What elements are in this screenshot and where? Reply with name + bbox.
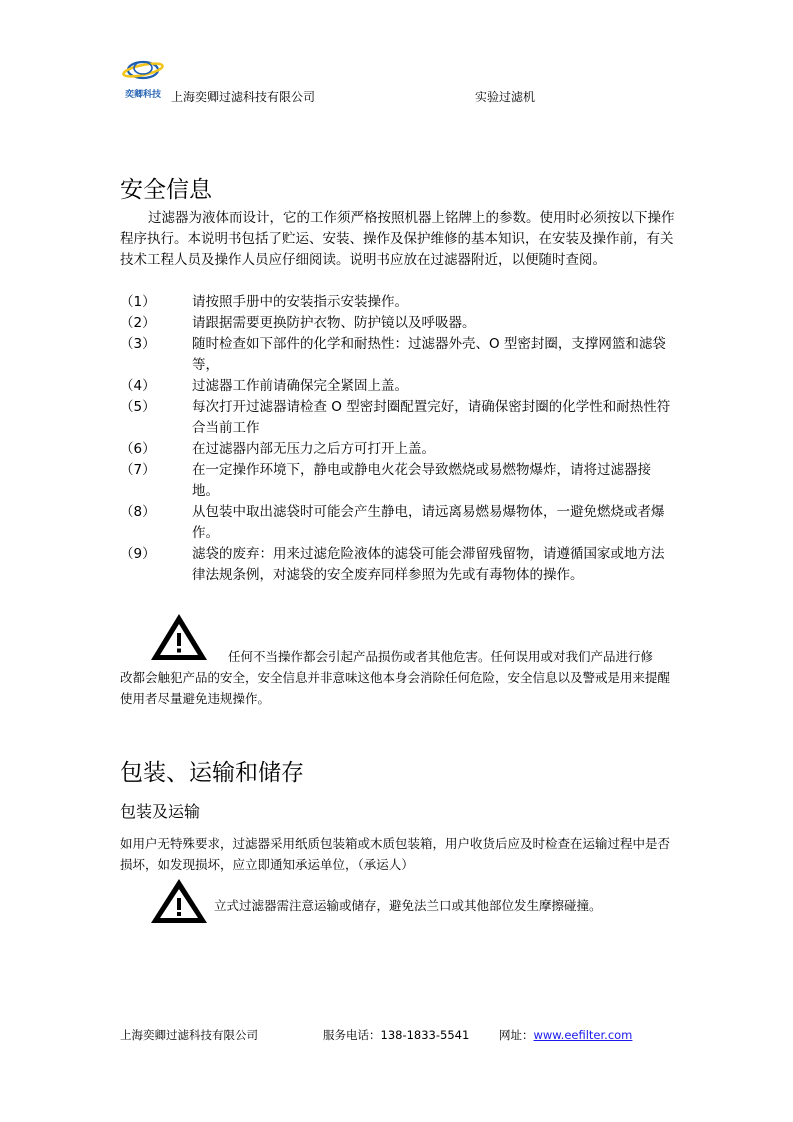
list-item xyxy=(120,502,675,544)
safety-title: 安全信息 xyxy=(120,177,212,203)
item-number: （8） xyxy=(120,504,156,520)
item-number: （3） xyxy=(120,336,156,352)
footer-web-label: 网址： xyxy=(499,1028,534,1042)
website-link[interactable]: www.eefilter.com xyxy=(533,1028,633,1042)
footer-company: 上海奕卿过滤科技有限公司 xyxy=(120,1028,258,1042)
footer-phone-number: 138-1833-5541 xyxy=(380,1028,470,1042)
warning-text-first: 任何不当操作都会引起产品损伤或者其他危害。任何误用或对我们产品进行修 xyxy=(228,649,654,664)
logo-text: 奕卿科技 xyxy=(124,90,161,100)
item-text: 过滤器工作前请确保完全紧固上盖。 xyxy=(192,378,408,394)
item-number: （9） xyxy=(120,546,156,562)
footer-phone xyxy=(323,1028,469,1042)
item-text: 请跟据需要更换防护衣物、防护镜以及呼吸器。 xyxy=(192,315,476,331)
warning-triangle-icon xyxy=(148,876,210,926)
item-text: 在过滤器内部无压力之后方可打开上盖。 xyxy=(192,441,435,457)
item-text: 在一定操作环境下，静电或静电火花会导致燃烧或易燃物爆炸，请将过滤器接地。 xyxy=(192,462,651,499)
list-item xyxy=(120,376,675,397)
item-number: （1） xyxy=(120,294,156,310)
packaging-text: 如用户无特殊要求，过滤器采用纸质包装箱或木质包装箱，用户收货后应及时检查在运输过程中是否损坏，如发现损坏，应立即通知承运单位，（承运人） xyxy=(120,836,671,872)
list-item xyxy=(120,292,675,313)
item-text: 随时检查如下部件的化学和耐热性：过滤器外壳、O 型密封圈，支撑网篮和滤袋等， xyxy=(192,336,666,373)
list-item xyxy=(120,439,675,460)
packaging-subtitle: 包装及运输 xyxy=(120,802,201,821)
list-item xyxy=(120,397,675,439)
item-number: （7） xyxy=(120,462,156,478)
item-text: 从包装中取出滤袋时可能会产生静电，请远离易燃易爆物体，一避免燃烧或者爆作。 xyxy=(192,504,665,541)
item-text: 每次打开过滤器请检查 O 型密封圈配置完好，请确保密封圈的化学性和耐热性符合当前工作 xyxy=(192,399,671,436)
item-number: （5） xyxy=(120,399,156,415)
footer-website xyxy=(499,1028,632,1042)
warning-triangle-icon xyxy=(148,611,210,663)
company-logo xyxy=(119,52,167,104)
item-text: 请按照手册中的安装指示安装操作。 xyxy=(192,294,408,310)
item-number: （2） xyxy=(120,315,156,331)
footer-phone-label: 服务电话： xyxy=(323,1028,381,1042)
header-product: 实验过滤机 xyxy=(475,90,536,104)
list-item xyxy=(120,460,675,502)
warning-text-rest: 改都会触犯产品的安全，安全信息并非意味这他本身会消除任何危险，安全信息以及警戒是用来提醒使用者尽量避免违规操作。 xyxy=(120,670,671,706)
header-company: 上海奕卿过滤科技有限公司 xyxy=(171,90,316,104)
packaging-warning-text: 立式过滤器需注意运输或储存，避免法兰口或其他部位发生摩擦碰撞。 xyxy=(214,898,602,913)
packaging-title: 包装、运输和储存 xyxy=(120,760,304,786)
list-item xyxy=(120,544,675,586)
list-item xyxy=(120,334,675,376)
safety-list xyxy=(120,292,675,586)
item-number: （6） xyxy=(120,441,156,457)
safety-intro: 过滤器为液体而设计，它的工作须严格按照机器上铭牌上的参数。使用时必须按以下操作程序执行。本说明书包括了贮运、安装、操作及保护维修的基本知识，在安装及操作前，有关技术工程人员及操作人员应仔细阅读。说明书应放在过滤器附近，以便随时查阅。 xyxy=(120,210,675,268)
item-number: （4） xyxy=(120,378,156,394)
list-item xyxy=(120,313,675,334)
item-text: 滤袋的废弃：用来过滤危险液体的滤袋可能会滞留残留物，请遵循国家或地方法律法规条例，对滤袋的安全废弃同样参照为先或有毒物体的操作。 xyxy=(192,546,665,583)
